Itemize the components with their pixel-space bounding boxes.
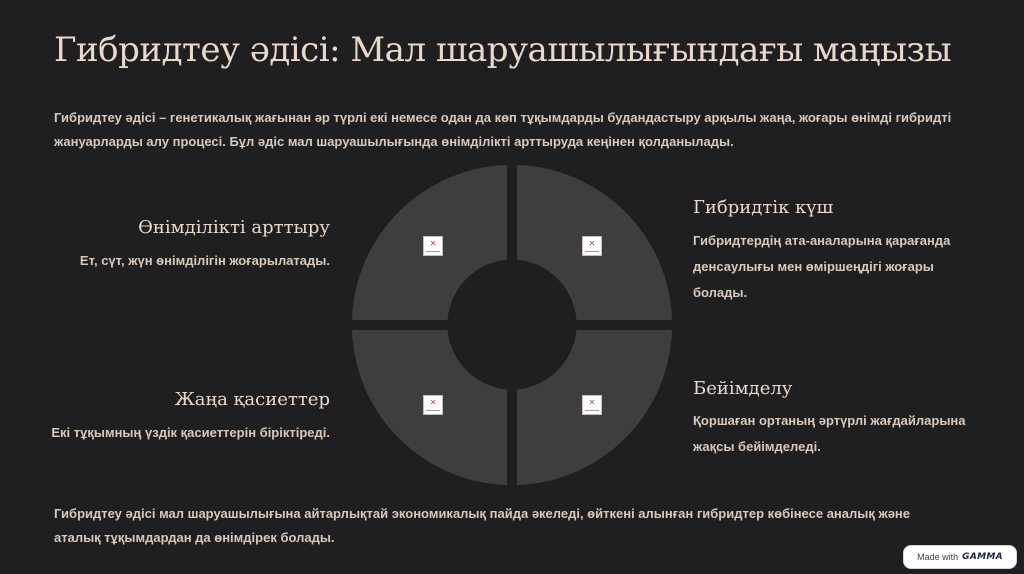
broken-image-icon — [582, 236, 602, 256]
quadrant-heading-hybrid-vigor: Гибридтік күш — [693, 197, 834, 218]
gamma-logo: GAMMA — [962, 552, 1003, 562]
broken-image-icon — [423, 395, 443, 415]
broken-image-icon — [582, 395, 602, 415]
made-with-gamma-badge[interactable] — [904, 546, 1016, 568]
cycle-diagram — [349, 162, 675, 488]
broken-image-icon — [423, 236, 443, 256]
slide-title: Гибридтеу әдісі: Мал шаруашылығындағы маңызы — [54, 30, 952, 70]
quadrant-text-new-traits: Екі тұқымның үздік қасиеттерін біріктіреді. — [51, 425, 330, 440]
quadrant-text-productivity: Ет, сүт, жүн өнімділігін жоғарылатады. — [79, 253, 330, 268]
ring-segments — [352, 165, 672, 485]
quadrant-heading-adaptation: Бейімделу — [693, 378, 793, 399]
intro-paragraph: Гибридтеу әдісі – генетикалық жағынан әр түрлі екі немесе одан да көп тұқымдарды будандастыру арқылы жаңа, жоғары өнімді гибридті жануарларды алу процесі. Бұл әдіс мал шаруашылығында өнімділікті арттыруда кеңінен қолданылады. — [54, 110, 952, 149]
quadrant-heading-productivity: Өнімділікті арттыру — [138, 217, 330, 238]
quadrant-heading-new-traits: Жаңа қасиеттер — [174, 389, 330, 410]
quadrant-text-hybrid-vigor: Гибридтердің ата-аналарына қарағанда денсаулығы мен өміршеңдігі жоғары болады. — [693, 233, 951, 300]
conclusion-paragraph: Гибридтеу әдісі мал шаруашылығына айтарлықтай экономикалық пайда әкеледі, өйткені алынған гибридтер көбінесе аналық және аталық тұқымдардан да өнімдірек болады. — [54, 506, 911, 545]
badge-prefix: Made with — [917, 552, 959, 562]
ring-diagram-svg — [349, 162, 675, 488]
quadrant-text-adaptation: Қоршаған ортаның әртүрлі жағдайларына жақсы бейімделеді. — [693, 413, 966, 454]
